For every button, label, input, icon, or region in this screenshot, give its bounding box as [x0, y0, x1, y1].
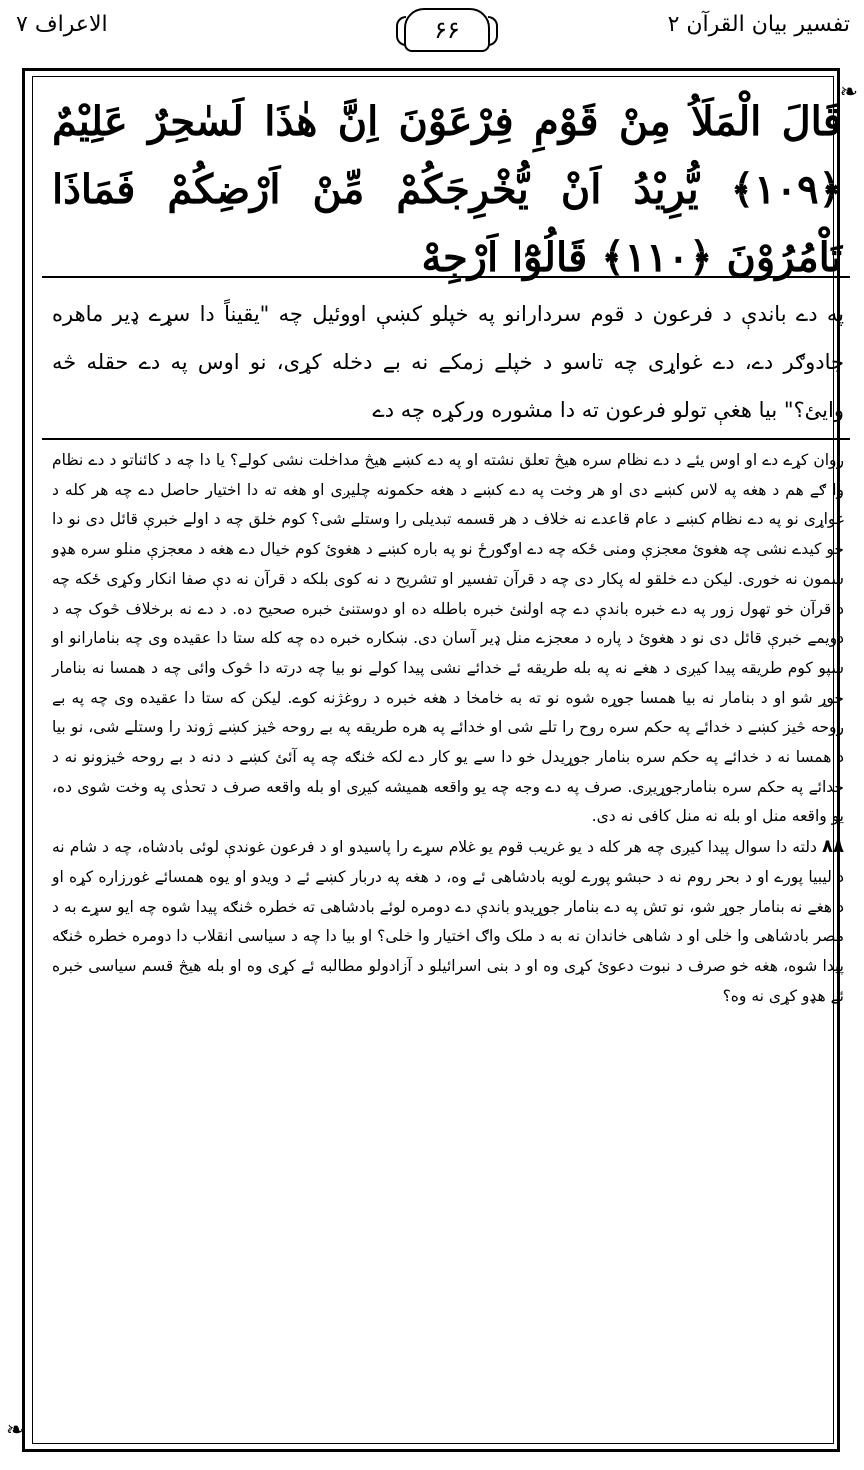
quran-ayah-text: قَالَ الْمَلَاُ مِنْ قَوْمِ فِرْعَوْنَ اِنَّ هٰذَا لَسٰحِرٌ عَلِيْمٌ ﴿۱۰۹﴾ يُّرِيْدُ اَنْ يُّخْرِجَكُمْ مِّنْ اَرْضِكُمْ فَمَاذَا تَاْمُرُوْنَ ﴿۱۱۰﴾ قَالُوْٓا اَرْجِهْ — [52, 98, 842, 281]
page-number: ۶۶ — [404, 8, 490, 52]
commentary-paragraph-text: دلته دا سوال پیدا کیږی چه هر کله د یو غریب قوم یو غلام سړے را پاسیدو او د فرعون غوندې لوئی بادشاه، چه د شام نه د لیبیا پورے او د بحر روم نه د حبشو پورے لویه بادشاهی ئے وه، د هغه په دربار کښے ئے د ویدو او یوه همسائے غورزاره کړه او د هغے نه بنامار جوړ شو، نو تش په دے بنامار جوړیدو باندې دے دومره لوئے بادشاهی ته خطره څنګه پیدا شوه چه ایو سړے به د مصر بادشاهی وا خلی او د شاهی خاندان نه به د ملک واګ اختیار وا خلی؟ او بیا دا چه د سیاسی انقلاب دا دومره خطره څنګه پیدا شوه، هغه خو صرف د نبوت دعوئ کړی وه او د بنی اسرائیلو د آزادولو مطالبه ئے کړی وه او بله هیڅ قسم سیاسی خبره ئے هډو کړی نه وه؟ — [52, 838, 844, 1005]
commentary-paragraph — [52, 832, 844, 1011]
section-divider — [42, 276, 850, 278]
commentary — [52, 446, 844, 1011]
book-title: تفسیر بیان القرآن ۲ — [667, 12, 850, 37]
surah-name: الاعراف ۷ — [16, 12, 108, 37]
corner-ornament-icon: ❧ — [839, 80, 858, 105]
corner-ornament-icon: ❧ — [6, 1418, 25, 1443]
commentary-paragraph: روان کړے دے او اوس یئے د دے نظام سره هیڅ تعلق نشته او په دے کښے هیڅ مداخلت نشی کولے؟ یا دا چه د کائناتو د دے نظام وا ګے هم د هغه په لاس کښے دی او هر وخت په دے کښے د هغه حکمونه چلیږی او هغه ته دا اختیار حاصل دے چه هر کله د غواړی نو په دے نظام کښے د عام قاعدے نه خلاف د هر قسمه تبدیلی را وستلے شی؟ کوم خلق چه د اولے خبرې قائل دی نو دا خو کیدے نشی چه هغوئ معجزې ومنی ځکه چه دے اوګورځ نو په باره کښے د هغوئ کوم خیال دے هغه د معجزې منلو سره هډو سمون نه خوری. لیکن دے خلقو له پکار دی چه د قرآن تفسیر او تشریح د نه کوی بلکه د قرآن نه دې صفا انکار وکړی ځکه چه د قرآن خو تهول زور په دے خبره باندې دے چه اولنئ خبره باطله ده او دوستنئ خبره صحیح ده. د دے نه برخلاف څوک چه د دویمے خبرې قائل دی نو د هغوئ د پاره د معجزے منل ډیر آسان دی. ښکاره خبره ده چه کله ستا دا عقیده وی چه بنامارانو او سپو کوم طریقه پیدا کیږی د هغے نه په بله طریقه ئے خدائے نشی پیدا کولے نو بیا چه درته دا څوک وائی چه د همسا نه بنامار جوړ شو او د بنامار نه بیا همسا جوړه شوه نو ته به خامخا د هغه خبره د روغژنه کوے. لیکن که ستا دا عقیده وی چه په بے روحه څیز کښے د خدائے په حکم سره روح را تلے شی او خدائے په هره طریقه په بے روحه څیز کښے ژوند را وستلے شی، نو بیا د همسا نه د خدائے په حکم سره بنامار جوړیدل خو دا سے یو کار دے لکه څنګه چه په آئئ کښے د دنه د بے روحه څیزونو نه د خدائے په حکم سره بنامارجوړیږی. صرف په دے وجه چه یو واقعه همیشه کیږی او بله واقعه صرف د تحدٰی په وخت شوی ده، یو واقعه منل او بله نه منل کافی نه دی. — [52, 451, 844, 826]
translation-text: په دے باندې د فرعون د قوم سردارانو په خپلو کښې اووئیل چه "یقیناً دا سړے ډیر ماهره جادوګر دے، دے غواړی چه تاسو د خپلے زمکے نه بے دخله کړی، نو اوس په دے حقله څه وایئ؟" بیا هغې تولو فرعون ته دا مشوره ورکړه چه دے — [52, 302, 844, 422]
page-header — [0, 4, 864, 60]
section-divider — [42, 438, 850, 440]
note-number: ۸۸ — [822, 836, 844, 858]
